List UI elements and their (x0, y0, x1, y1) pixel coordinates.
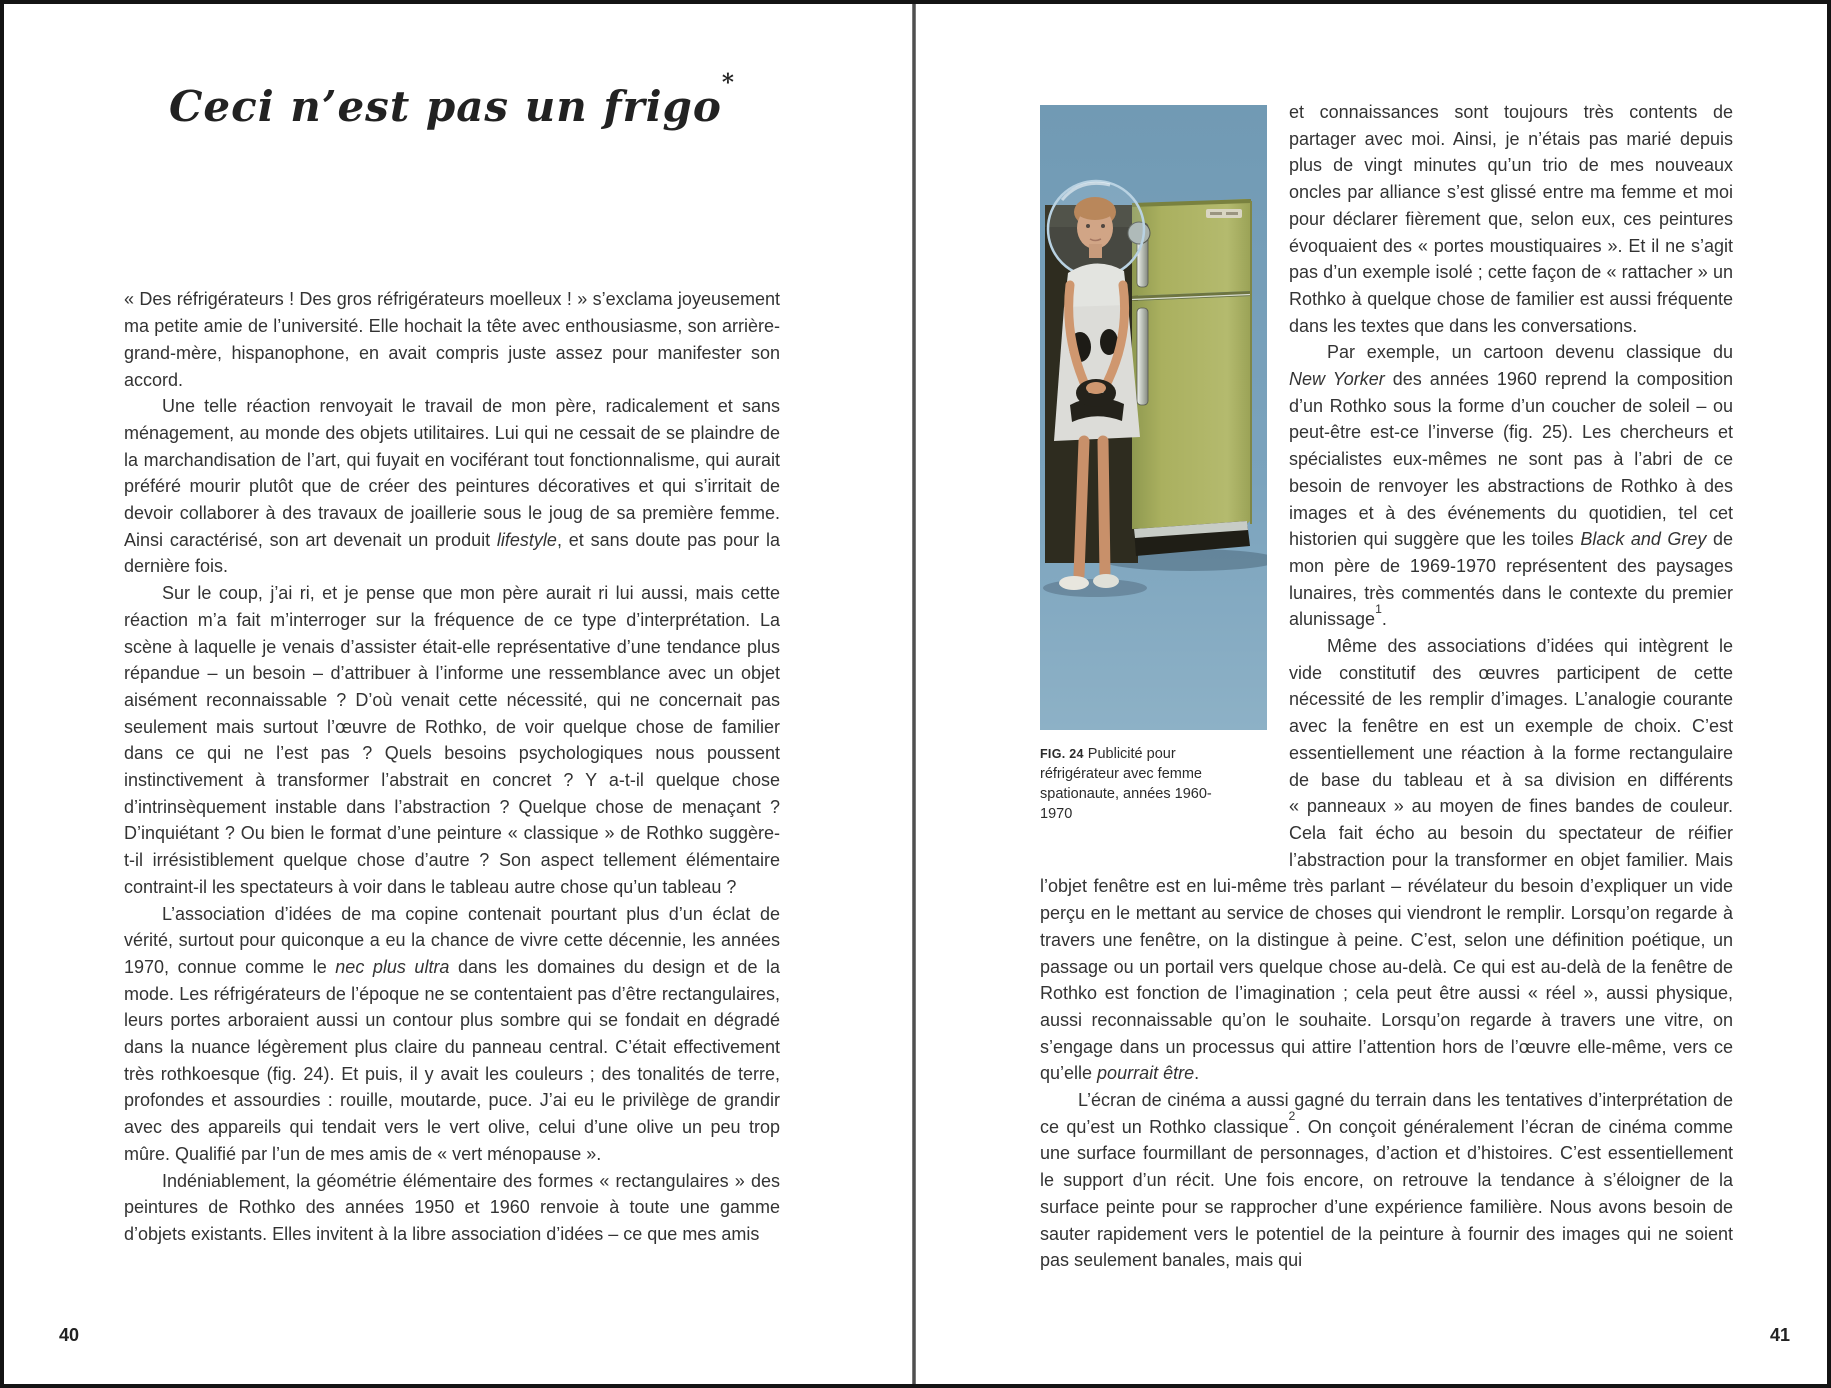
figure-caption-text: Publicité pour réfrigérateur avec femme spationaute, années 1960-1970 (1040, 746, 1212, 822)
paragraph: Même des associations d’idées qui intègrent le vide constitutif des œuvres participent de cette nécessité de les remplir d’images. L’analogie courante avec la fenêtre en est un exemple de choix. C’est essentiellement une réaction à la forme rectangulaire de base du tableau et à sa division en différents « panneaux » au moyen de fines bandes de couleur. Cela fait écho au besoin du spectateur de réifier l’abstraction pour la transformer en objet familier. Mais l’objet fenêtre est en lui-même très parlant – révélateur du besoin d’expliquer un vide perçu en le mettant au service de choses qui viendront le remplir. Lorsqu’on regarde à travers une fenêtre, on la distingue à peine. C’est, selon une définition poétique, un passage ou un portail vers quelque chose au-delà. Ce qui est au-delà de la fenêtre de Rothko est fonction de l’imagination ; cela peut être aussi « réel », aussi physique, aussi reconnaissable qu’on le souhaite. Lorsqu’on regarde à travers une vitre, on s’engage dans un processus qui attire l’attention hors de l’œuvre elle-même, vers ce qu’elle pourrait être. (1040, 636, 1733, 1084)
paragraph: Indéniablement, la géométrie élémentaire des formes « rectangulaires » des peintures de Rothko des années 1950 et 1960 renvoie à toute une gamme d’objets existants. Elles invitent à la libre association d’idées – ce que mes amis (124, 1170, 780, 1244)
left-page-body (124, 286, 780, 1247)
paragraph: L’association d’idées de ma copine contenait pourtant plus d’un éclat de vérité, surtout pour quiconque a eu la chance de vivre cette décennie, les années 1970, connue comme le nec plus ultra dans les domaines du design et de la mode. Les réfrigérateurs de l’époque ne se contentaient pas d’être rectangulaires, leurs portes arboraient aussi un contour plus sombre qui se fondait en dégradé dans la nuance légèrement plus claire du panneau central. C’était effectivement très rothkoesque (fig. 24). Et puis, il y avait les couleurs ; des tonalités de terre, profondes et assourdies : rouille, moutarde, puce. J’ai eu le privilège de grandir avec des appareils qui tendait vers le vert olive, celui d’une olive un peu trop mûre. Qualifié par l’un de mes amis de « vert ménopause ». (124, 903, 781, 1164)
figure-24-refrigerator-ad (1040, 105, 1267, 824)
refrigerator-shape (1132, 199, 1251, 556)
paragraph: Une telle réaction renvoyait le travail de mon père, radicalement et sans ménagement, au monde des objets utilitaires. Lui qui ne cessait de se plaindre de la marchandisation de l’art, qui fuyait en vociférant tout fonctionnalisme, qui aurait préféré mourir plutôt que de créer des peintures décoratives et qui s’irritait de devoir collaborer à des travaux de joaillerie sous le joug de sa première femme. Ainsi caractérisé, son art devenait un produit lifestyle, et sans doute pas pour la dernière fois. (124, 396, 780, 577)
chapter-title (124, 68, 780, 132)
paragraph: « Des réfrigérateurs ! Des gros réfrigérateurs moelleux ! » s’exclama joyeusement ma petite amie de l’université. Elle hochait la tête avec enthousiasme, son arrière-grand-mère, hispanophone, en avait compris juste assez pour manifester son accord. (124, 289, 780, 390)
right-page (916, 4, 1827, 1384)
left-page (4, 4, 912, 1384)
fridge-handle-bottom (1137, 308, 1148, 405)
refrigerator-ad-photo (1040, 105, 1267, 730)
figure-caption (1040, 744, 1226, 824)
page-number-right: 41 (1769, 1325, 1790, 1345)
paragraph: Par exemple, un cartoon devenu classique du New Yorker des années 1960 reprend la composition d’un Rothko sous la forme d’un coucher de soleil – ou peut-être est-ce l’inverse (fig. 25). Les chercheurs et spécialistes eux-mêmes ne sont pas à l’abri de ce besoin de renvoyer les abstractions de Rothko à des images et à des événements du quotidien, tel cet historien qui suggère que les toiles Black and Grey de mon père de 1969-1970 représentent des paysages lunaires, très commentés dans le contexte du premier alunissage$^1$. (1289, 342, 1733, 630)
paragraph: et connaissances sont toujours très contents de partager avec moi. Ainsi, je n’étais pas marié depuis plus de vingt minutes qu’un trio de mes nouveaux oncles par alliance s’est glissé entre ma femme et moi pour déclarer fièrement que, selon eux, ces peintures évoquaient des « portes moustiquaires ». Et il ne s’agit pas d’un exemple isolé ; cette façon de « rattacher » un Rothko à quelque chose de familier est aussi fréquente dans les textes que dans les conversations. (1289, 102, 1733, 336)
chapter-title-text: Ceci n’est pas un frigo (169, 82, 722, 131)
page-number-left: 40 (59, 1325, 80, 1345)
paragraph: Sur le coup, j’ai ri, et je pense que mon père aurait ri lui aussi, mais cette réaction m’a fait m’interroger sur la fréquence de ce type d’interprétation. La scène à laquelle je venais d’assister était-elle représentative d’une tendance plus répandue – un besoin – d’attribuer à l’informe une ressemblance avec un objet aisément reconnaissable ? D’où venait cette nécessité, qui ne concernait pas seulement mais surtout l’œuvre de Rothko, de voir quelque chose de familier dans ce qui ne l’est pas ? Quels besoins psychologiques nous poussent instinctivement à transformer l’abstrait en concret ? Y a-t-il quelque chose d’intrinsèquement instable dans l’abstraction ? Quelque chose de menaçant ? D’inquiétant ? Ou bien le format d’une peinture « classique » de Rothko suggère-t-il irrésistiblement quelque chose d’autre ? Son aspect tellement élémentaire contraint-il les spectateurs à voir dans le tableau autre chose qu’un tableau ? (124, 583, 780, 897)
chapter-title-footnote-marker: * (721, 68, 735, 96)
figure-caption-label: FIG. 24 (1040, 747, 1084, 761)
right-page-body-wrap (1040, 99, 1733, 1274)
space-helmet-bubble (1048, 181, 1144, 277)
paragraph: L’écran de cinéma a aussi gagné du terrain dans les tentatives d’interprétation de ce qu’est un Rothko classique$^2$. On conçoit généralement l’écran de cinéma comme une surface fourmillant de personnages, d’action et d’histoires. C’est essentiellement le support d’un récit. Une fois encore, on retrouve la tendance à s’éloigner de la surface peinte pour se rapprocher d’une expérience familière. Nous avons besoin de sauter rapidement vers le potentiel de la peinture à fournir des images qui ne soient pas seulement banales, mais qui (1040, 1090, 1733, 1271)
